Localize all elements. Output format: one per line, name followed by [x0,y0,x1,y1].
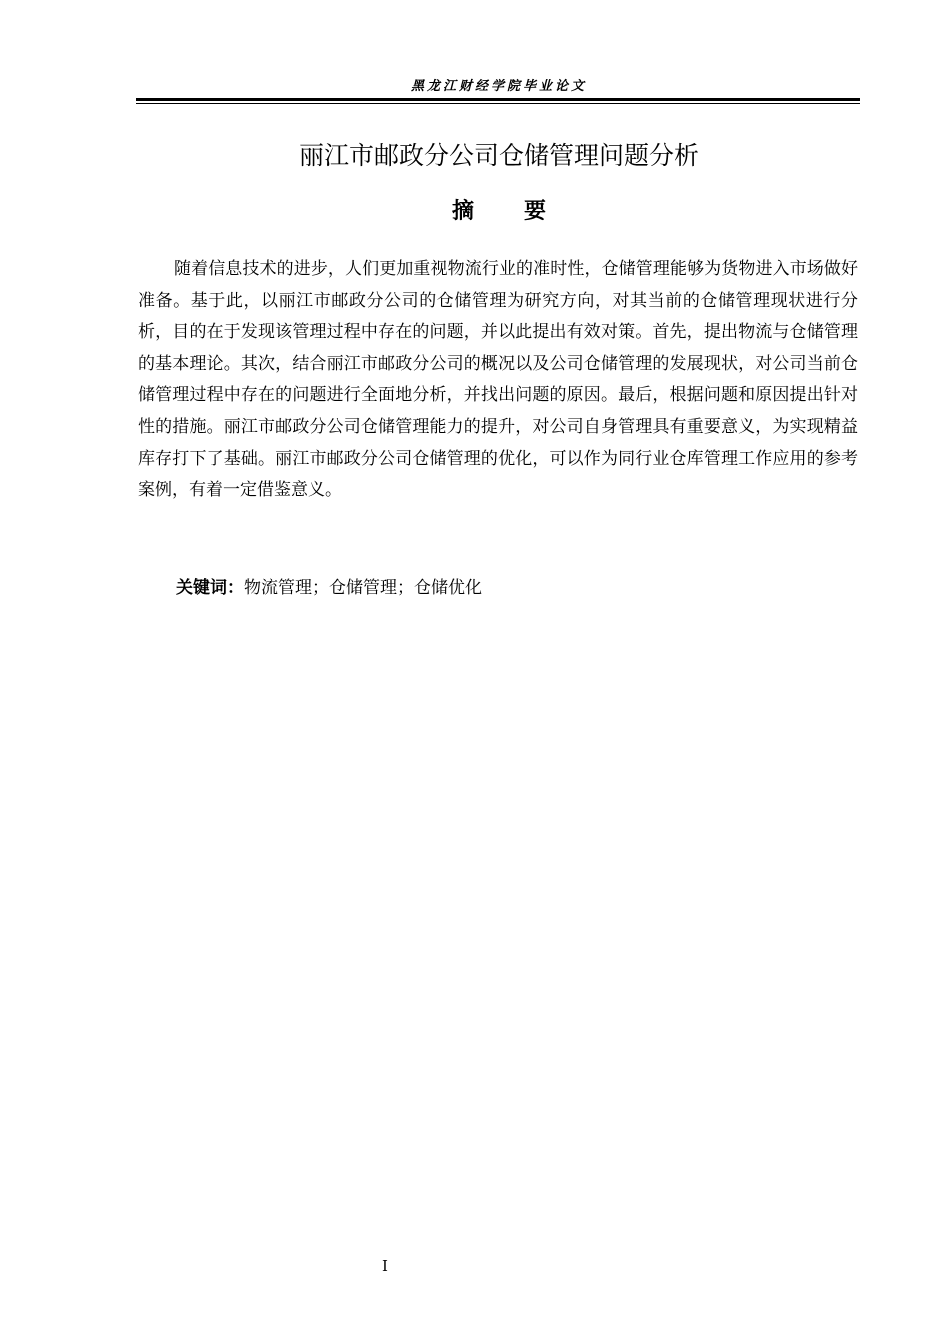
abstract-body: 随着信息技术的进步，人们更加重视物流行业的准时性，仓储管理能够为货物进入市场做好准备。基于此，以丽江市邮政分公司的仓储管理为研究方向，对其当前的仓储管理现状进行分析，目的在于发现该管理过程中存在的问题，并以此提出有效对策。首先，提出物流与仓储管理的基本理论。其次，结合丽江市邮政分公司的概况以及公司仓储管理的发展现状，对公司当前仓储管理过程中存在的问题进行全面地分析，并找出问题的原因。最后，根据问题和原因提出针对性的措施。丽江市邮政分公司仓储管理能力的提升，对公司自身管理具有重要意义，为实现精益库存打下了基础。丽江市邮政分公司仓储管理的优化，可以作为同行业仓库管理工作应用的参考案例，有着一定借鉴意义。 [138,259,858,501]
abstract-heading: 摘要 [451,199,596,224]
keywords-label: 关键词： [176,578,244,598]
header-rule-thin [136,103,860,104]
thesis-title: 丽江市邮政分公司仓储管理问题分析 [298,141,699,170]
running-header: 黑龙江财经学院毕业论文 [410,79,587,94]
page-number: I [382,1257,388,1275]
header-rule-thick [136,98,860,101]
keywords-items: 物流管理；仓储管理；仓储优化 [244,578,482,598]
keywords-line [176,574,482,602]
